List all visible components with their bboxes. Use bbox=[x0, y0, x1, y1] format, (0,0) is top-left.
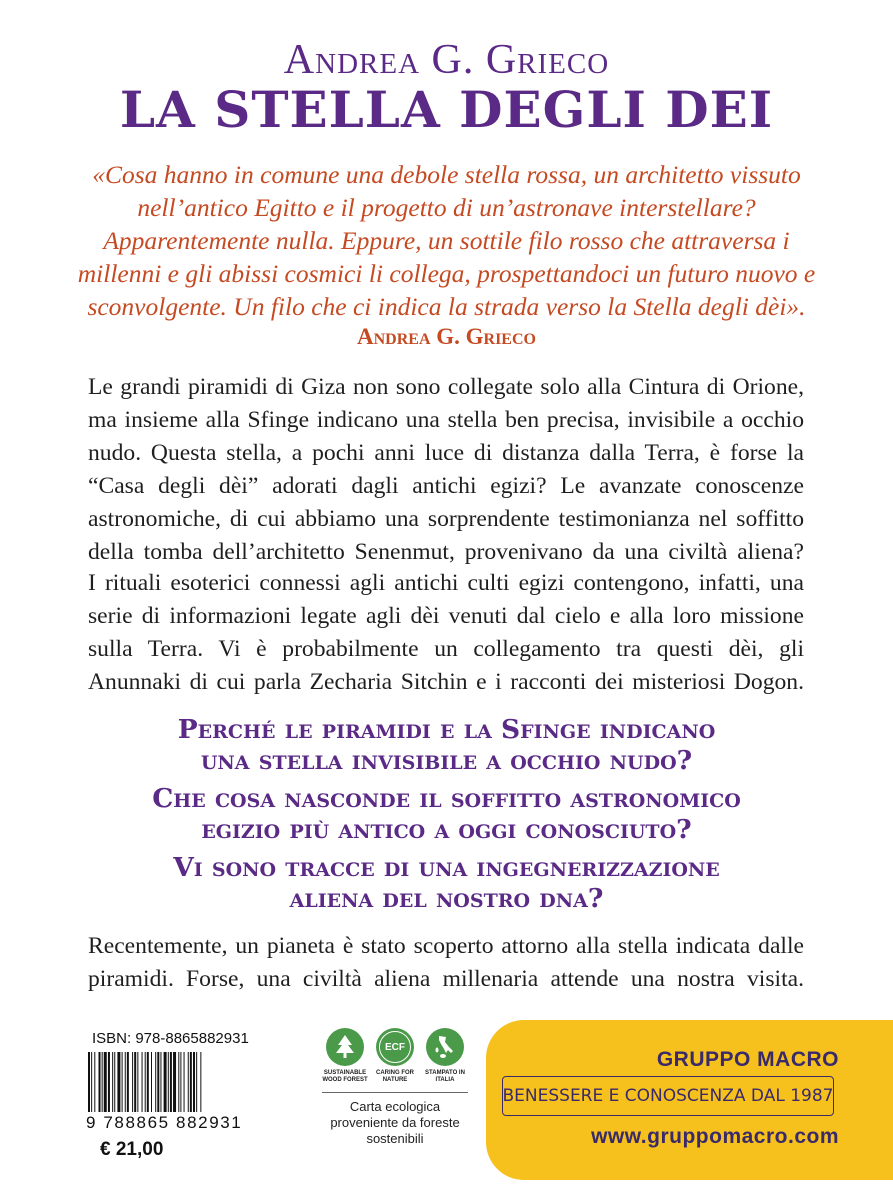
barcode-bar bbox=[157, 1052, 159, 1112]
eco-badge bbox=[422, 1028, 468, 1084]
publisher-tagline: BENESSERE E CONOSCENZA DAL 1987 bbox=[502, 1076, 834, 1116]
question-line: Perché le piramidi e la Sfinge indicano bbox=[177, 714, 716, 745]
barcode-bar bbox=[108, 1052, 110, 1112]
divider bbox=[322, 1092, 468, 1093]
question-line: una stella invisibile a occhio nudo? bbox=[200, 745, 693, 776]
barcode-bar bbox=[180, 1052, 181, 1112]
question-line: egizio più antico a oggi conosciuto? bbox=[201, 814, 692, 845]
barcode-bar bbox=[137, 1052, 138, 1112]
barcode-bar bbox=[184, 1052, 185, 1112]
barcode-bar bbox=[134, 1052, 136, 1112]
barcode-bar bbox=[173, 1052, 176, 1112]
barcode-bar bbox=[132, 1052, 133, 1112]
barcode-bar bbox=[164, 1052, 167, 1112]
eco-badge-label: STAMPATO IN ITALIA bbox=[425, 1070, 465, 1083]
eco-badge bbox=[322, 1028, 368, 1084]
barcode-bar bbox=[112, 1052, 113, 1112]
barcode-bar bbox=[151, 1052, 152, 1112]
body-paragraph-2: I rituali esoterici connessi agli antichi culti egizi contengono, infatti, una serie di informazioni legate agli dèi venuti dal cielo e alla loro missione sulla Terra. Vi è probabilmente un collegamento tra questi dèi, gli Anunnaki di cui parla Zecharia Sitchin e i racconti dei misteriosi Dogon. bbox=[88, 570, 804, 695]
barcode-bar bbox=[142, 1052, 143, 1112]
eco-caption: Carta ecologica proveniente da foreste sostenibili bbox=[330, 1099, 460, 1146]
isbn-label: ISBN: 978-8865882931 bbox=[92, 1030, 249, 1047]
price: € 21,00 bbox=[100, 1139, 164, 1160]
barcode-bar bbox=[91, 1052, 92, 1112]
barcode-bar bbox=[102, 1052, 103, 1112]
eco-badge bbox=[372, 1028, 418, 1084]
barcode bbox=[86, 1052, 286, 1112]
publisher-name: GRUPPO MACRO bbox=[656, 1048, 839, 1071]
quote-author: Andrea G. Grieco bbox=[357, 324, 536, 349]
question-item bbox=[0, 714, 893, 776]
barcode-bar bbox=[145, 1052, 146, 1112]
book-title: LA STELLA DEGLI DEI bbox=[119, 80, 774, 139]
barcode-bar bbox=[117, 1052, 120, 1112]
body-paragraph-3: Recentemente, un pianeta è stato scoperto attorno alla stella indicata dalle piramidi. Forse, una civiltà aliena millenaria attende una nostra visita. bbox=[88, 933, 804, 992]
question-list bbox=[0, 714, 893, 921]
body-paragraph-1: Le grandi piramidi di Giza non sono collegate solo alla Cintura di Orione, ma insieme alla Sfinge indicano una stella ben precisa, invisibile a occhio nudo. Questa stella, a pochi anni luce di distanza dalla Terra, è forse la “Casa degli dèi” adorati dagli antichi egizi? Le avanzate conoscenze astronomiche, di cui abbiamo una sorprendente testimonianza nel soffitto della tomba dell’architetto Senenmut, provenivano da una civiltà aliena? bbox=[88, 374, 804, 565]
italy-icon bbox=[426, 1028, 464, 1066]
eco-badge-label: SUSTAINABLE WOOD FOREST bbox=[322, 1070, 368, 1083]
barcode-bar bbox=[190, 1052, 192, 1112]
barcode-bar bbox=[200, 1052, 201, 1112]
tree-icon bbox=[326, 1028, 364, 1066]
book-author: Andrea G. Grieco bbox=[283, 37, 610, 83]
barcode-bar bbox=[178, 1052, 179, 1112]
barcode-bar bbox=[94, 1052, 95, 1112]
barcode-bar bbox=[170, 1052, 172, 1112]
barcode-bar bbox=[160, 1052, 161, 1112]
barcode-bar bbox=[114, 1052, 115, 1112]
barcode-bar bbox=[122, 1052, 123, 1112]
barcode-bar bbox=[127, 1052, 129, 1112]
isbn-digits: 9 788865 882931 bbox=[86, 1113, 243, 1132]
barcode-bar bbox=[104, 1052, 107, 1112]
question-line: Che cosa nasconde il soffitto astronomico bbox=[152, 783, 741, 814]
question-line: aliena del nostro dna? bbox=[289, 883, 604, 914]
question-item bbox=[0, 783, 893, 845]
question-item bbox=[0, 852, 893, 914]
barcode-bar bbox=[188, 1052, 189, 1112]
barcode-bar bbox=[193, 1052, 195, 1112]
barcode-bar bbox=[196, 1052, 197, 1112]
publisher-website[interactable]: www.gruppomacro.com bbox=[591, 1125, 839, 1148]
barcode-bar bbox=[147, 1052, 149, 1112]
question-line: Vi sono tracce di una ingegnerizzazione bbox=[173, 852, 720, 883]
barcode-bar bbox=[99, 1052, 101, 1112]
isbn-block bbox=[86, 1030, 292, 1161]
ecf-icon bbox=[376, 1028, 414, 1066]
ecf-icon-text: ECF bbox=[379, 1031, 411, 1063]
blurb-quote: «Cosa hanno in comune una debole stella rossa, un architetto vissuto nell’antico Egitto e il progetto di un’astronave interstellare? Apparentemente nulla. Eppure, un sottile filo rosso che attraversa i millenni e gli abissi cosmici li collega, prospettandoci un futuro nuovo e sconvolgente. Un filo che ci indica la strada verso la Stella degli dèi». bbox=[77, 160, 816, 321]
barcode-bar bbox=[168, 1052, 169, 1112]
barcode-bar bbox=[125, 1052, 126, 1112]
barcode-bar bbox=[155, 1052, 156, 1112]
barcode-bar bbox=[88, 1052, 90, 1112]
eco-badge-label: CARING FOR NATURE bbox=[376, 1070, 414, 1083]
eco-badges bbox=[322, 1028, 468, 1147]
publisher-banner bbox=[486, 1020, 893, 1180]
